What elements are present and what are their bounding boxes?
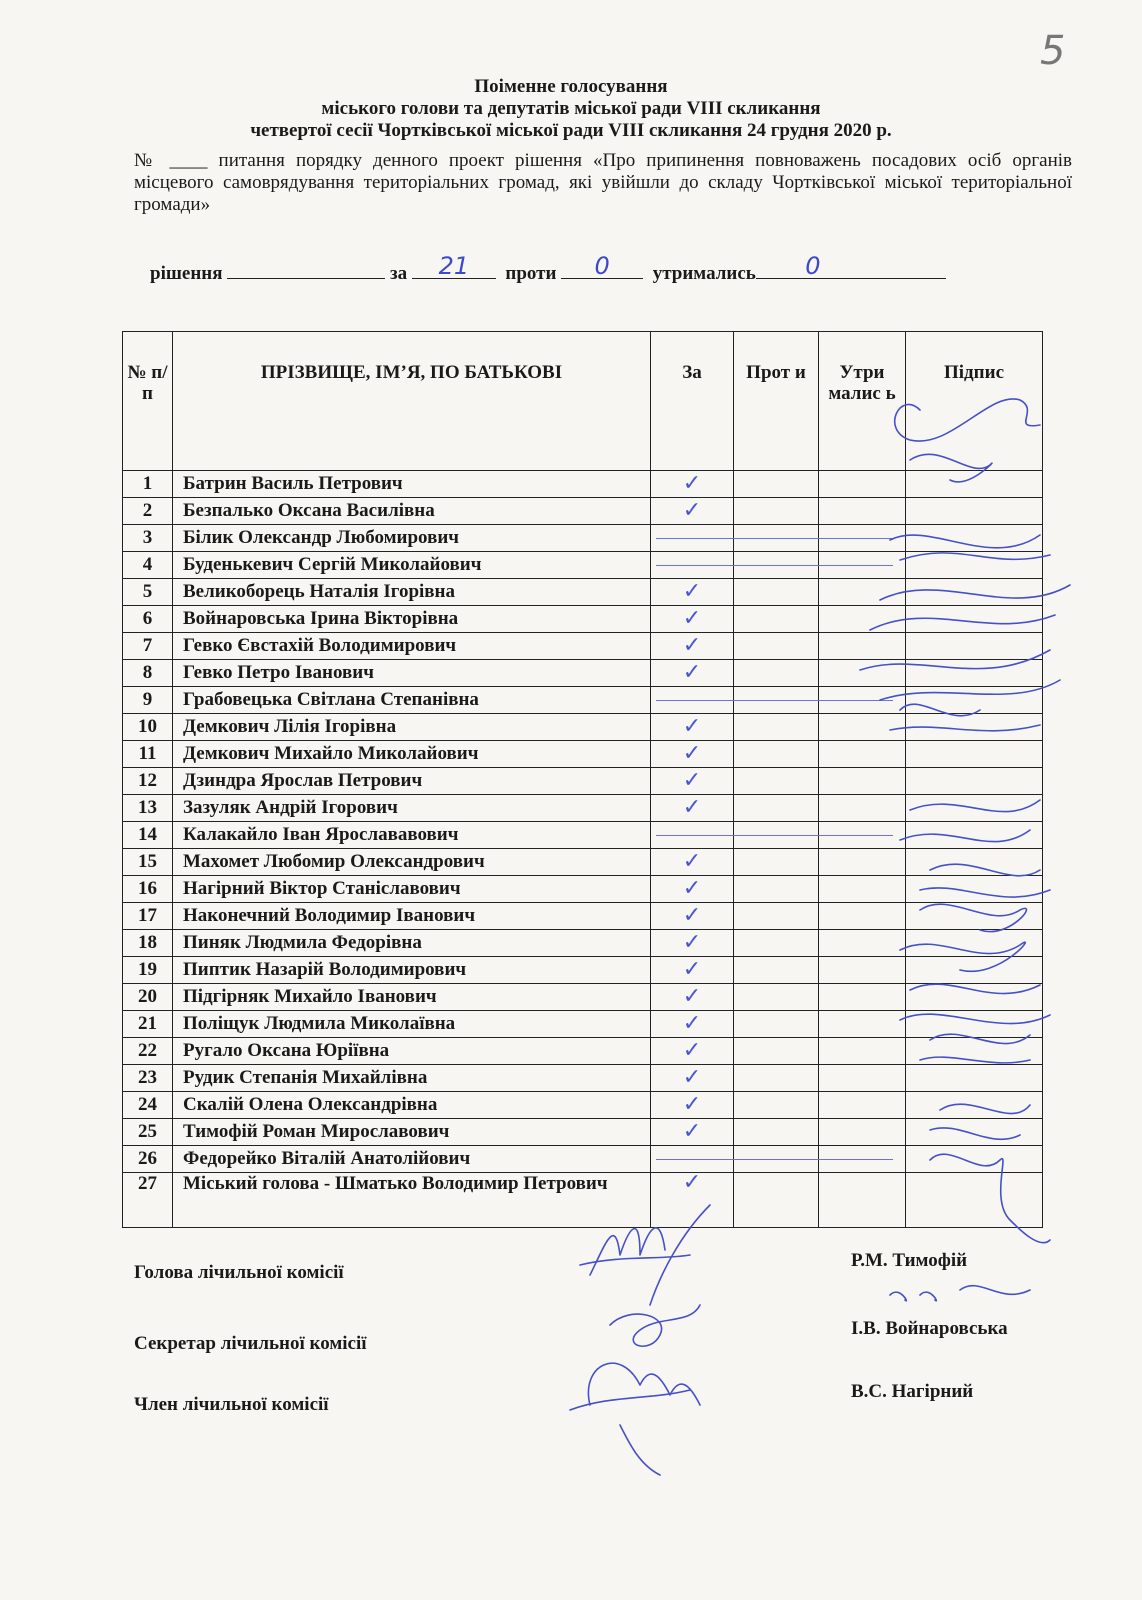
vote-against-cell: [734, 849, 819, 876]
row-number: 6: [123, 606, 173, 633]
header-signature: Підпис: [906, 332, 1043, 471]
deputy-name: Махомет Любомир Олександрович: [173, 849, 651, 876]
vote-for-mark: ✓: [651, 1065, 734, 1092]
vote-against-cell: [734, 795, 819, 822]
abstain-value: 0: [805, 252, 821, 280]
vote-for-mark: ✓: [651, 1173, 734, 1228]
vote-for-mark: [651, 822, 734, 849]
vote-for-mark: ✓: [651, 606, 734, 633]
deputy-name: Демкович Лілія Ігорівна: [173, 714, 651, 741]
head-name: Р.М. Тимофій: [851, 1250, 968, 1271]
vote-for-mark: ✓: [651, 984, 734, 1011]
deputy-name: Пиняк Людмила Федорівна: [173, 930, 651, 957]
vote-against-cell: [734, 714, 819, 741]
vote-for-mark: ✓: [651, 741, 734, 768]
vote-against-cell: [734, 606, 819, 633]
vote-for-mark: [651, 552, 734, 579]
row-number: 17: [123, 903, 173, 930]
row-number: 13: [123, 795, 173, 822]
vote-for-mark: ✓: [651, 768, 734, 795]
row-number: 16: [123, 876, 173, 903]
row-number: 18: [123, 930, 173, 957]
vote-against-cell: [734, 741, 819, 768]
vote-for-mark: ✓: [651, 471, 734, 498]
vote-against-cell: [734, 903, 819, 930]
abstain-label: утримались: [652, 263, 756, 284]
session-line: четвертої сесії Чортківської міської ради VIII скликання 24 грудня 2020 р.: [250, 120, 892, 141]
deputy-name: Зазуляк Андрій Ігорович: [173, 795, 651, 822]
row-number: 22: [123, 1038, 173, 1065]
row-number: 15: [123, 849, 173, 876]
vote-for-mark: ✓: [651, 1119, 734, 1146]
header-name: ПРІЗВИЩЕ, ІМ’Я, ПО БАТЬКОВІ: [173, 332, 651, 471]
vote-for-mark: ✓: [651, 1038, 734, 1065]
row-number: 24: [123, 1092, 173, 1119]
decision-label: рішення: [150, 263, 223, 284]
deputy-name: Федорейко Віталій Анатолійович: [173, 1146, 651, 1173]
vote-against-cell: [734, 1092, 819, 1119]
deputy-name: Демкович Михайло Миколайович: [173, 741, 651, 768]
vote-against-cell: [734, 579, 819, 606]
deputy-name: Дзиндра Ярослав Петрович: [173, 768, 651, 795]
for-label: за: [390, 263, 408, 284]
vote-for-mark: ✓: [651, 957, 734, 984]
row-number: 3: [123, 525, 173, 552]
vote-against-cell: [734, 1119, 819, 1146]
row-number: 26: [123, 1146, 173, 1173]
row-number: 10: [123, 714, 173, 741]
vote-against-cell: [734, 876, 819, 903]
vote-for-mark: ✓: [651, 876, 734, 903]
member-name: В.С. Нагірний: [851, 1381, 974, 1402]
vote-against-cell: [734, 930, 819, 957]
deputy-name: Калакайло Іван Ярослававович: [173, 822, 651, 849]
vote-against-cell: [734, 1038, 819, 1065]
vote-against-cell: [734, 957, 819, 984]
header-number: № п/п: [123, 332, 173, 471]
vote-for-mark: ✓: [651, 930, 734, 957]
document-title: Поіменне голосування: [474, 76, 668, 97]
row-number: 2: [123, 498, 173, 525]
decision-line: [150, 252, 946, 285]
vote-for-mark: ✓: [651, 498, 734, 525]
deputy-name: Рудик Степанія Михайлівна: [173, 1065, 651, 1092]
row-number: 7: [123, 633, 173, 660]
vote-for-mark: ✓: [651, 1092, 734, 1119]
row-number: 27: [123, 1173, 173, 1228]
vote-against-cell: [734, 768, 819, 795]
deputy-name: Гевко Євстахій Володимирович: [173, 633, 651, 660]
member-label: Член лічильної комісії: [134, 1394, 329, 1415]
vote-for-mark: [651, 687, 734, 714]
vote-for-mark: [651, 1146, 734, 1173]
row-number: 14: [123, 822, 173, 849]
vote-against-cell: [734, 984, 819, 1011]
deputy-signatures: [840, 370, 1080, 1240]
deputy-name: Підгірняк Михайло Іванович: [173, 984, 651, 1011]
header-against: Прот и: [734, 332, 819, 471]
deputy-name: Тимофій Роман Мирославович: [173, 1119, 651, 1146]
row-number: 9: [123, 687, 173, 714]
commission-signatures: [560, 1195, 1040, 1475]
deputy-name: Скалій Олена Олександрівна: [173, 1092, 651, 1119]
row-number: 25: [123, 1119, 173, 1146]
deputy-name: Міський голова - Шматько Володимир Петрович: [173, 1173, 651, 1228]
deputy-name: Батрин Василь Петрович: [173, 471, 651, 498]
vote-against-cell: [734, 660, 819, 687]
row-number: 20: [123, 984, 173, 1011]
deputy-name: Поліщук Людмила Миколаївна: [173, 1011, 651, 1038]
row-number: 4: [123, 552, 173, 579]
vote-against-cell: [734, 633, 819, 660]
for-value: 21: [438, 252, 470, 280]
vote-for-mark: ✓: [651, 660, 734, 687]
deputy-name: Великоборець Наталія Ігорівна: [173, 579, 651, 606]
deputy-name: Пиптик Назарій Володимирович: [173, 957, 651, 984]
vote-for-mark: [651, 525, 734, 552]
vote-against-cell: [734, 498, 819, 525]
row-number: 19: [123, 957, 173, 984]
deputy-name: Ругало Оксана Юріївна: [173, 1038, 651, 1065]
row-number: 11: [123, 741, 173, 768]
deputy-name: Нагірний Віктор Станіславович: [173, 876, 651, 903]
deputy-name: Білик Олександр Любомирович: [173, 525, 651, 552]
vote-against-cell: [734, 1011, 819, 1038]
vote-for-mark: ✓: [651, 795, 734, 822]
secretary-label: Секретар лічильної комісії: [134, 1333, 367, 1354]
deputy-name: Гевко Петро Іванович: [173, 660, 651, 687]
head-label: Голова лічильної комісії: [134, 1262, 344, 1283]
row-number: 21: [123, 1011, 173, 1038]
vote-for-mark: ✓: [651, 579, 734, 606]
row-number: 1: [123, 471, 173, 498]
row-number: 12: [123, 768, 173, 795]
document-subtitle: міського голови та депутатів міської ради VIII скликання: [321, 98, 821, 119]
vote-for-mark: ✓: [651, 1011, 734, 1038]
question-text: № ____ питання порядку денного проект рішення «Про припинення повноважень посадових осіб органів місцевого самоврядування територіальних громад, які увійшли до складу Чортківської міської територіальної громади»: [134, 150, 1072, 215]
deputy-name: Буденькевич Сергій Миколайович: [173, 552, 651, 579]
vote-for-mark: ✓: [651, 714, 734, 741]
row-number: 8: [123, 660, 173, 687]
header-abstain: Утри малис ь: [819, 332, 906, 471]
vote-against-cell: [734, 471, 819, 498]
vote-against-cell: [734, 1065, 819, 1092]
deputy-name: Безпалько Оксана Василівна: [173, 498, 651, 525]
vote-for-mark: ✓: [651, 849, 734, 876]
header-for: За: [651, 332, 734, 471]
against-label: проти: [505, 263, 557, 284]
page-number: 5: [1040, 28, 1066, 74]
secretary-name: І.В. Войнаровська: [851, 1318, 1008, 1339]
row-number: 5: [123, 579, 173, 606]
deputy-name: Грабовецька Світлана Степанівна: [173, 687, 651, 714]
vote-for-mark: ✓: [651, 633, 734, 660]
vote-for-mark: ✓: [651, 903, 734, 930]
against-value: 0: [594, 252, 610, 280]
deputy-name: Наконечний Володимир Іванович: [173, 903, 651, 930]
row-number: 23: [123, 1065, 173, 1092]
deputy-name: Войнаровська Ірина Вікторівна: [173, 606, 651, 633]
